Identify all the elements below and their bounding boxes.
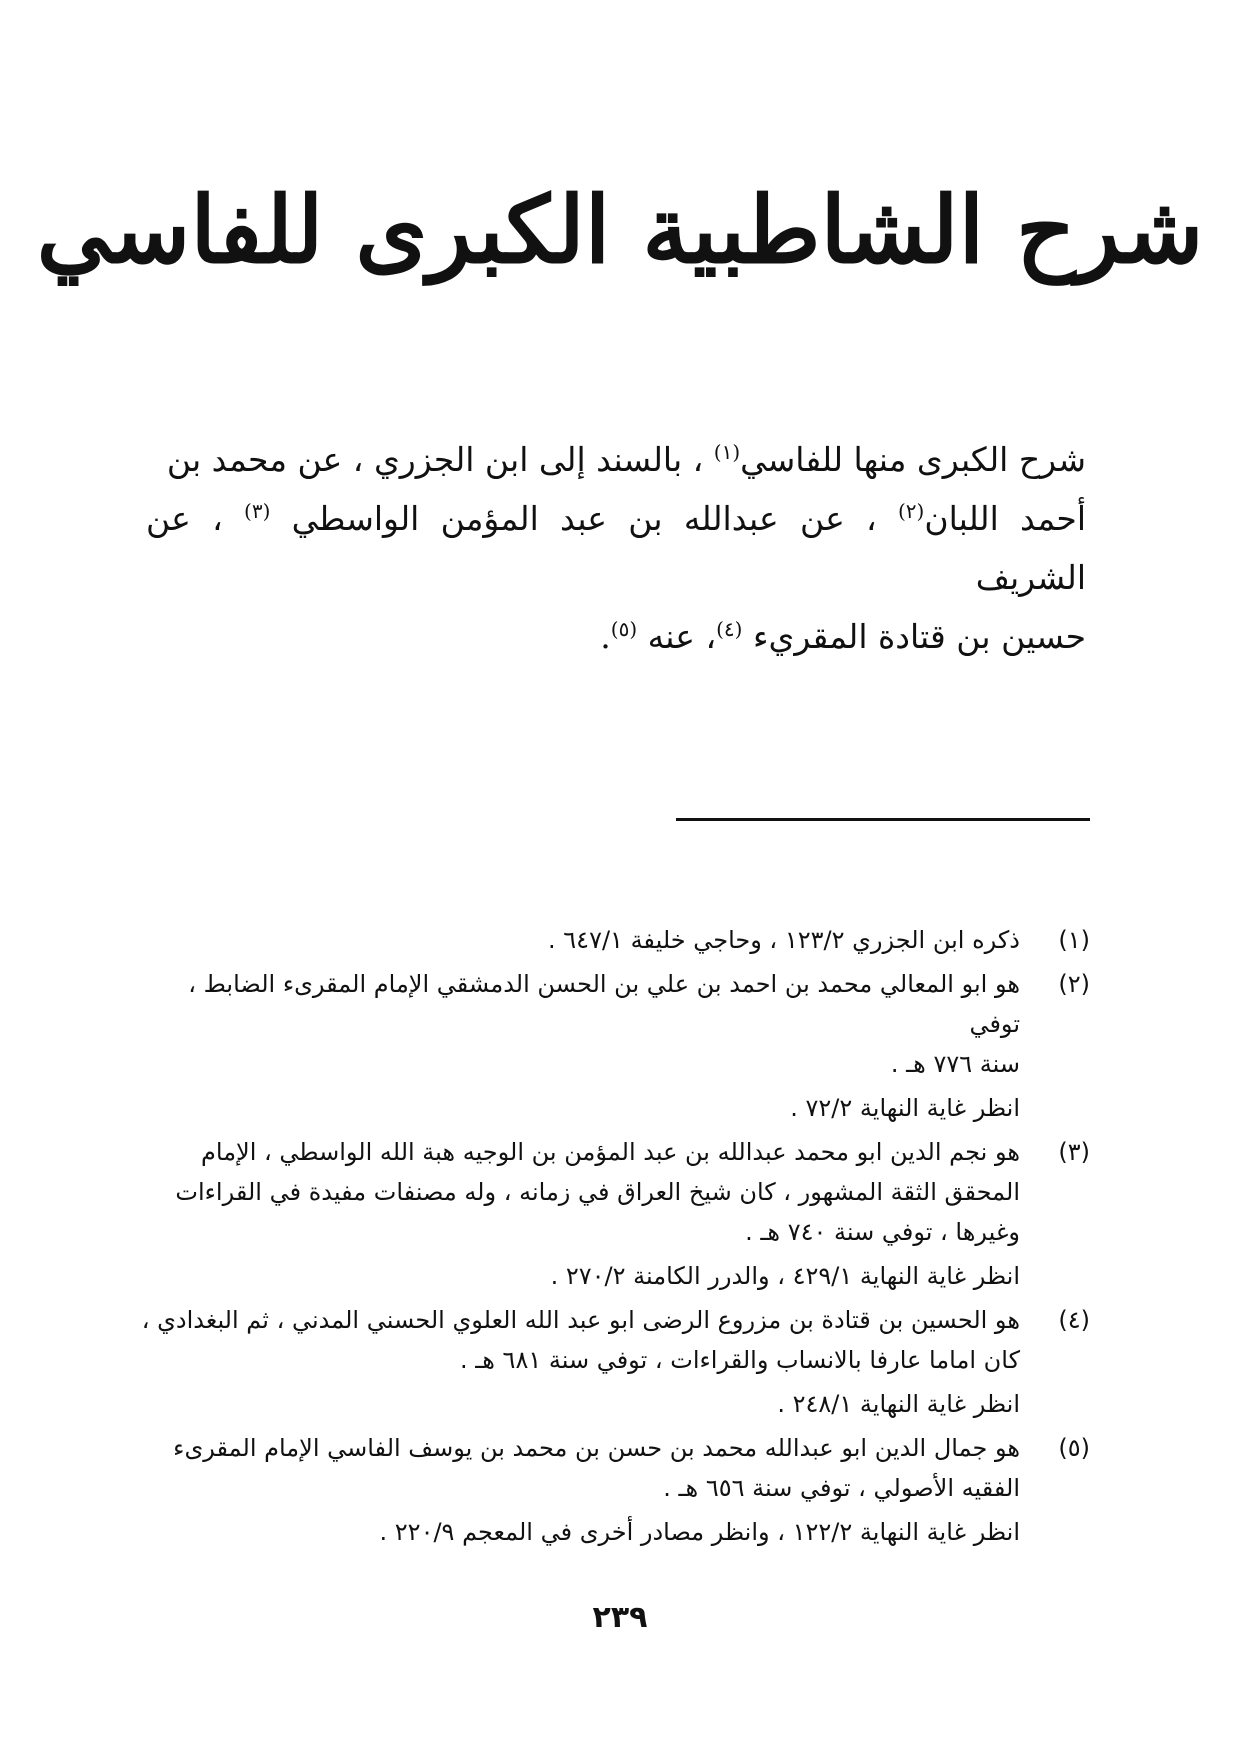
footnote-marker[interactable]: (١): [713, 440, 741, 464]
paragraph-line: [146, 607, 1086, 666]
footnote-marker[interactable]: (٢): [897, 499, 925, 523]
footnote: [140, 920, 1090, 960]
page-number: ٢٣٩: [592, 1600, 648, 1635]
footnote-number: (٤): [1058, 1306, 1090, 1334]
footnote-reference: انظر غاية النهاية ٢٤٨/١ .: [777, 1390, 1020, 1418]
paragraph-text: ، عن عبدالله بن عبد المؤمن الواسطي: [270, 499, 898, 538]
footnote-text: هو جمال الدين ابو عبدالله محمد بن حسن بن محمد بن يوسف الفاسي الإمام المقرىء: [173, 1434, 1020, 1462]
paragraph-text: ، عنه: [637, 617, 717, 656]
paragraph-text: شرح الكبرى منها للفاسي: [740, 440, 1086, 479]
footnote-number: (٥): [1058, 1434, 1090, 1462]
footnote: [140, 1132, 1090, 1296]
footnote-text: هو نجم الدين ابو محمد عبدالله بن عبد المؤمن بن الوجيه هبة الله الواسطي ، الإمام: [201, 1138, 1020, 1166]
footnotes-section: [140, 920, 1090, 1556]
paragraph-line: [146, 489, 1086, 607]
footnote-text: وغيرها ، توفي سنة ٧٤٠ هـ .: [745, 1218, 1020, 1246]
footnote-marker[interactable]: (٤): [716, 617, 743, 641]
footnote-text: المحقق الثقة المشهور ، كان شيخ العراق في زمانه ، وله مصنفات مفيدة في القراءات: [175, 1178, 1020, 1206]
footnote-marker[interactable]: (٥): [610, 617, 638, 641]
paragraph-text: ، بالسند إلى ابن الجزري ، عن محمد بن: [166, 440, 714, 479]
footnote-marker[interactable]: (٣): [244, 499, 271, 523]
footnote-text: ذكره ابن الجزري ١٢٣/٢ ، وحاجي خليفة ٦٤٧/١ .: [548, 926, 1020, 954]
footnote: [140, 1428, 1090, 1552]
footnote-reference: انظر غاية النهاية ٧٢/٢ .: [790, 1094, 1020, 1122]
footnote-text: هو الحسين بن قتادة بن مزروع الرضى ابو عبد الله العلوي الحسني المدني ، ثم البغدادي ،: [141, 1306, 1020, 1334]
footnote-number: (١): [1058, 926, 1090, 954]
paragraph-text: أحمد اللبان: [924, 499, 1086, 538]
footnote-reference: انظر غاية النهاية ٤٢٩/١ ، والدرر الكامنة ٢٧٠/٢ .: [550, 1262, 1020, 1290]
paragraph-line: [146, 430, 1086, 489]
footnote-text: الفقيه الأصولي ، توفي سنة ٦٥٦ هـ .: [663, 1474, 1020, 1502]
footnote-text: كان اماما عارفا بالانساب والقراءات ، توفي سنة ٦٨١ هـ .: [459, 1346, 1020, 1374]
main-paragraph: [146, 430, 1086, 666]
footnote-separator: [676, 818, 1090, 821]
paragraph-text: حسين بن قتادة المقريء: [742, 617, 1086, 656]
footnote-reference: انظر غاية النهاية ١٢٢/٢ ، وانظر مصادر أخرى في المعجم ٢٢٠/٩ .: [379, 1518, 1020, 1546]
paragraph-text: ، عن الشريف: [146, 499, 1086, 597]
footnote: [140, 1300, 1090, 1424]
footnote-number: (٢): [1058, 970, 1090, 998]
paragraph-text: .: [600, 617, 611, 656]
footnote-number: (٣): [1058, 1138, 1090, 1166]
page-title: شرح الشاطبية الكبرى للفاسي: [36, 176, 1204, 284]
footnote: [140, 964, 1090, 1128]
footnote-text: هو ابو المعالي محمد بن احمد بن علي بن الحسن الدمشقي الإمام المقرىء الضابط ، توفي: [188, 970, 1020, 1038]
footnote-text: سنة ٧٧٦ هـ .: [890, 1050, 1020, 1078]
